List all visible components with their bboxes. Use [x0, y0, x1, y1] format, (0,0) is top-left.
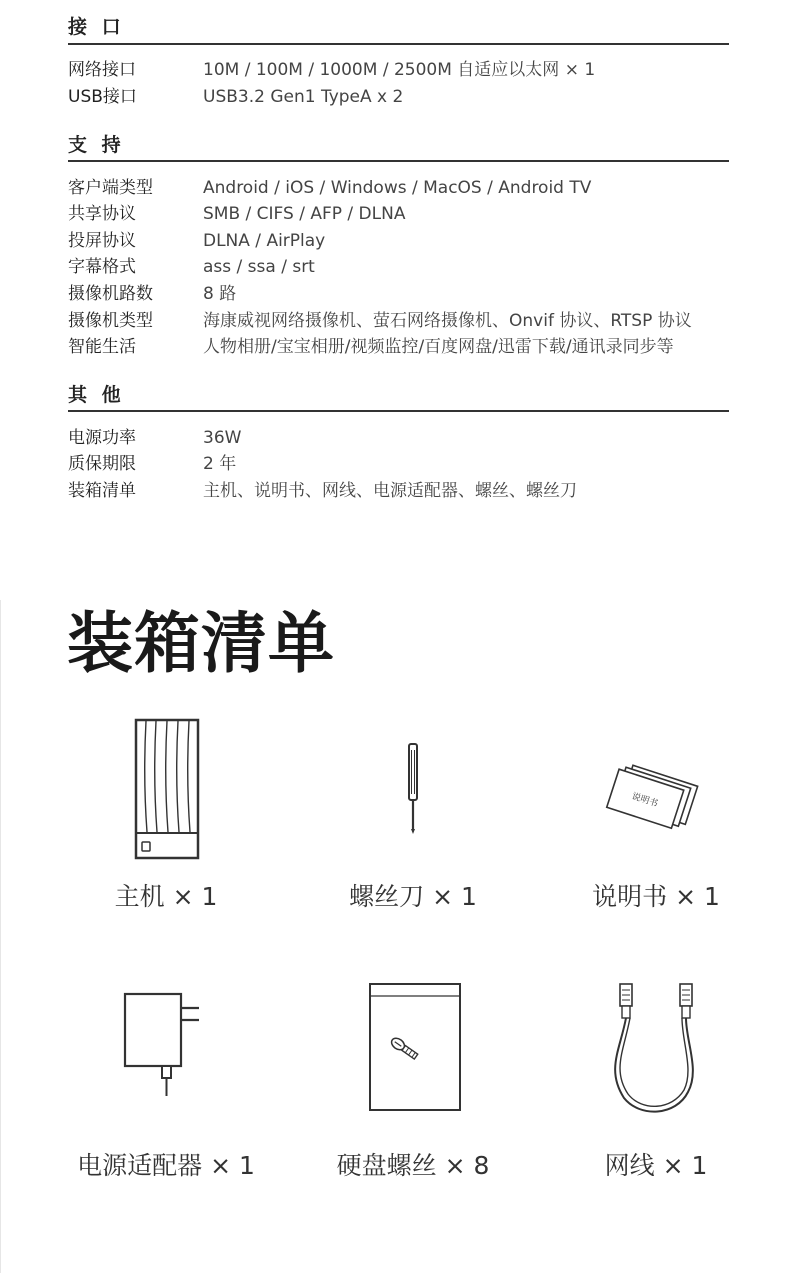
- spec-value: 海康威视网络摄像机、萤石网络摄像机、Onvif 协议、RTSP 协议: [203, 311, 692, 331]
- spec-key: 字幕格式: [68, 257, 136, 277]
- spec-value: ass / ssa / srt: [203, 257, 315, 277]
- item-label: 网线 × 1: [604, 1151, 708, 1180]
- spec-key: 客户端类型: [68, 178, 153, 198]
- spec-value: SMB / CIFS / AFP / DLNA: [203, 204, 406, 224]
- section-divider: [68, 160, 729, 162]
- screw-bag-icon: [368, 982, 462, 1112]
- section-title-support: 支 持: [68, 134, 125, 156]
- item-label: 硬盘螺丝 × 8: [336, 1151, 490, 1180]
- packing-item-ethernet-cable: [536, 980, 776, 1190]
- spec-sheet: [0, 0, 790, 600]
- ethernet-cable-icon: [606, 980, 716, 1120]
- spec-value: 8 路: [203, 284, 237, 304]
- packing-item-screw-bag: [293, 980, 533, 1190]
- spec-key: 质保期限: [68, 454, 136, 474]
- packing-list-section: [0, 600, 790, 1273]
- item-label: 主机 × 1: [114, 882, 218, 911]
- packing-item-host: [46, 715, 286, 915]
- spec-value: USB3.2 Gen1 TypeA x 2: [203, 87, 404, 107]
- section-title-other: 其 他: [68, 384, 125, 406]
- power-adapter-icon: [121, 990, 213, 1100]
- section-divider: [68, 410, 729, 412]
- spec-key: 摄像机路数: [68, 284, 153, 304]
- spec-value: 2 年: [203, 454, 237, 474]
- section-divider: [68, 43, 729, 45]
- item-label: 螺丝刀 × 1: [349, 882, 477, 911]
- spec-key: 电源功率: [68, 428, 136, 448]
- spec-key: 摄像机类型: [68, 311, 153, 331]
- spec-value: DLNA / AirPlay: [203, 231, 326, 251]
- item-label: 电源适配器 × 1: [77, 1151, 255, 1180]
- spec-value: 10M / 100M / 1000M / 2500M 自适应以太网 × 1: [203, 60, 596, 80]
- spec-value: 主机、说明书、网线、电源适配器、螺丝、螺丝刀: [203, 481, 577, 501]
- packing-item-power-adapter: [46, 980, 286, 1190]
- packing-item-screwdriver: [293, 715, 533, 915]
- item-label: 说明书 × 1: [592, 882, 720, 911]
- spec-key: USB接口: [68, 87, 137, 107]
- spec-key: 智能生活: [68, 337, 136, 357]
- spec-key: 网络接口: [68, 60, 136, 80]
- spec-key: 共享协议: [68, 204, 136, 224]
- packing-item-manual: [536, 715, 776, 915]
- manual-booklet-icon: [604, 758, 708, 836]
- nas-host-icon: [134, 718, 200, 860]
- packing-list-title: 装箱清单: [67, 605, 335, 682]
- spec-value: Android / iOS / Windows / MacOS / Android TV: [203, 178, 592, 198]
- svg-text:说明书: 说明书: [630, 791, 660, 810]
- screwdriver-icon: [403, 742, 423, 836]
- spec-value: 人物相册/宝宝相册/视频监控/百度网盘/迅雷下载/通讯录同步等: [203, 337, 674, 357]
- spec-value: 36W: [203, 428, 242, 448]
- spec-key: 装箱清单: [68, 481, 136, 501]
- section-title-interfaces: 接 口: [68, 16, 125, 38]
- spec-key: 投屏协议: [68, 231, 136, 251]
